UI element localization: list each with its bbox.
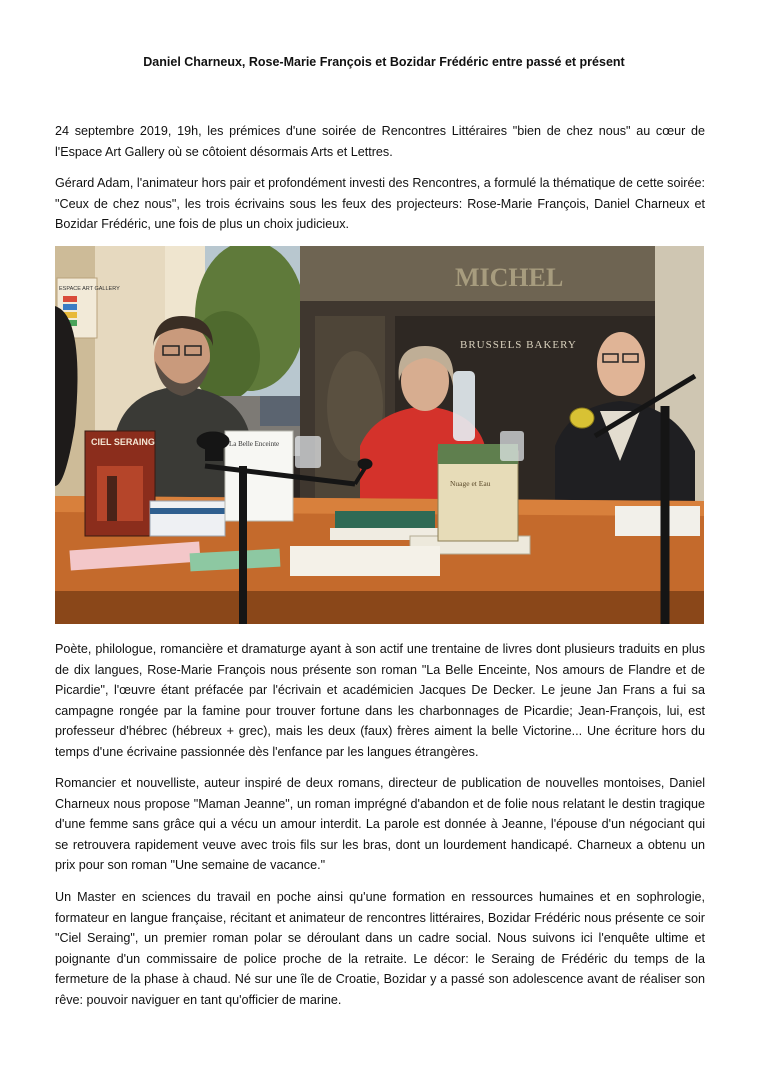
paragraph-bozidar: Un Master en sciences du travail en poche ainsi qu'une formation en ressources humaines et en sophrologie, formateur en langue française, récitant et animateur de rencontres littéraires, Bozidar Frédéric nous présente ce soir "Ciel Seraing", un premier roman polar se déroulant dans un cadre social. Nous suivons ici l'enquête ultime et poignante d'un commissaire de police proche de la retraite. Le décor: le Seraing de Frédéric du temps de la fermeture de la phase à chaud. Né sur une île de Croatie, Bozidar y a passé son adolescence avant de réaliser son rêve: pouvoir naviguer en tant qu'officier de marine.	[55, 890, 705, 1007]
event-photo	[55, 246, 704, 624]
paragraph-theme: Gérard Adam, l'animateur hors pair et profondément investi des Rencontres, a formulé la thématique de cette soirée: "Ceux de chez nous", les trois écrivains sous les feux des projecteurs: Rose-Marie François, Daniel Charneux et Bozidar Frédéric, une fois de plus un choix judicieux.	[55, 176, 705, 231]
book-ciel-seraing	[85, 431, 155, 536]
paragraph-daniel: Romancier et nouvelliste, auteur inspiré de deux romans, directeur de publication de nouvelles montoises, Daniel Charneux nous propose "Maman Jeanne", un roman imprégné d'abandon et de folie nous relatant le destin tragique d'une femme sans grâce qui a vécu un amour interdit. La parole est donnée à Jeanne, l'épouse d'un négociant qui se retrouvera rapidement veuve avec trois fils sur les bras, dont un lourdement handicapé. Charneux a obtenu un prix pour son roman "Une semaine de vacance."	[55, 776, 705, 872]
paragraph-intro: 24 septembre 2019, 19h, les prémices d'une soirée de Rencontres Littéraires "bien de chez nous" au cœur de l'Espace Art Gallery où se côtoient désormais Arts et Lettres.	[55, 124, 705, 159]
article-title: Daniel Charneux, Rose-Marie François et Bozidar Frédéric entre passé et présent	[143, 55, 625, 69]
bakery-sign-text: BRUSSELS BAKERY	[460, 339, 577, 351]
paragraph-rose-marie: Poète, philologue, romancière et dramaturge ayant à son actif une trentaine de livres dont plusieurs traduits en plus de dix langues, Rose-Marie François nous présente son roman "La Belle Enceinte, Nos amours de Flandre et de Picardie", l'œuvre étant préfacée par l'écrivain et académicien Jacques De Decker. Le jeune Jan Frans a fui sa campagne rongée par la famine pour trouver fortune dans les charbonnages de Picardie; Jean-François, lui, est professeur d'hébrec (hébreux + grec), mais les deux (faux) frères aiment la belle Victorine... Une écriture hors du temps d'une écrivaine passionnée dès l'enfance par les langues étrangères.	[55, 642, 705, 759]
book-right-title: Nuage et Eau	[450, 479, 491, 488]
book-center-title: La Belle Enceinte	[229, 440, 280, 448]
book-left-title: CIEL SERAING	[91, 437, 155, 447]
storefront-sign-text: MICHEL	[455, 263, 564, 292]
gallery-sign-text: ESPACE ART GALLERY	[59, 286, 120, 292]
